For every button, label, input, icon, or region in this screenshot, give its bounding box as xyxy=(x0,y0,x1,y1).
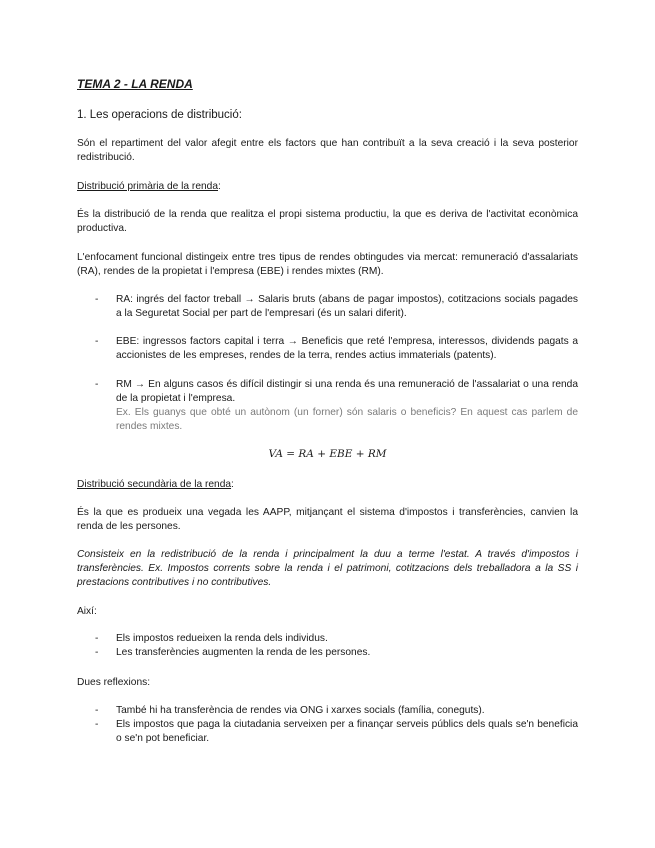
page-title: TEMA 2 - LA RENDA xyxy=(77,77,193,91)
secondary-heading-line: Distribució secundària de la renda: xyxy=(77,479,234,490)
bullet-item xyxy=(77,718,578,746)
bullet-dash: - xyxy=(95,647,99,658)
bullet-dash: - xyxy=(95,294,99,305)
secondary-paragraph-1: És la que es produeix una vegada les AAPP, mitjançant el sistema d'impostos i transferències, canvien la renda de les persones. xyxy=(77,507,578,532)
primary-paragraph-2: L'enfocament funcional distingeix entre tres tipus de rendes obtingudes via mercat: remuneració d'assalariats (RA), rendes de la propietat i l'empresa (EBE) i rendes mixtes (RM). xyxy=(77,252,578,277)
bullet-text: Els impostos que paga la ciutadania serveixen per a finançar serveis públics dels quals se'n beneficia o se'n pot beneficiar. xyxy=(116,719,578,744)
intro-paragraph: Són el repartiment del valor afegit entre els factors que han contribuït a la seva creació i la seva posterior redistribució. xyxy=(77,138,578,163)
bullet-dash: - xyxy=(95,705,99,716)
bullet-dash: - xyxy=(95,336,99,347)
bullet-item xyxy=(77,335,578,363)
bullet-note: Ex. Els guanys que obté un autònom (un forner) són salaris o beneficis? En aquest cas parlem de rendes mixtes. xyxy=(116,407,578,432)
primary-paragraph-1: És la distribució de la renda que realitza el propi sistema productiu, la que es deriva de l'activitat econòmica productiva. xyxy=(77,209,578,234)
bullet-item xyxy=(77,632,578,646)
secondary-heading: Distribució secundària de la renda xyxy=(77,479,232,490)
bullet-item xyxy=(77,646,578,660)
section-heading: 1. Les operacions de distribució: xyxy=(77,109,242,121)
bullet-item xyxy=(77,704,578,718)
bullet-text: Les transferències augmenten la renda de les persones. xyxy=(116,647,371,658)
bullet-dash: - xyxy=(95,379,99,390)
bullet-text-rm: RM → En alguns casos és difícil distingir si una renda és una remuneració de l'assalariat o una renda de la propietat i l'empresa. xyxy=(116,379,578,404)
reflections-heading: Dues reflexions: xyxy=(77,677,151,688)
bullet-item xyxy=(77,293,578,321)
primary-heading-line: Distribució primària de la renda: xyxy=(77,181,221,192)
bullet-dash: - xyxy=(95,719,99,730)
bullet-text-ebe: EBE: ingressos factors capital i terra → Beneficis que reté l'empresa, interessos, dividends pagats a accionistes de les empreses, rendes de la terra, rendes actius immaterials (patents). xyxy=(116,336,578,361)
bullet-item xyxy=(77,378,578,434)
bullet-text: També hi ha transferència de rendes via ONG i xarxes socials (família, coneguts). xyxy=(116,705,485,716)
formula: VA = RA + EBE + RM xyxy=(268,448,387,460)
bullet-text-ra: RA: ingrés del factor treball → Salaris bruts (abans de pagar impostos), cotitzacions socials pagades a la Seguretat Social per part de l'empresari (és un salari diferit). xyxy=(116,294,578,319)
primary-heading: Distribució primària de la renda xyxy=(77,181,218,192)
bullet-dash: - xyxy=(95,633,99,644)
secondary-paragraph-2: Consisteix en la redistribució de la renda i principalment la duu a terme l'estat. A través d'impostos i transferències. Ex. Impostos corrents sobre la renda i el patrimoni, cotitzacions dels treballadora a la SS i prestacions contributives i no contributives. xyxy=(77,549,578,588)
aixi-label: Així: xyxy=(77,606,97,617)
bullet-text: Els impostos redueixen la renda dels individus. xyxy=(116,633,328,644)
